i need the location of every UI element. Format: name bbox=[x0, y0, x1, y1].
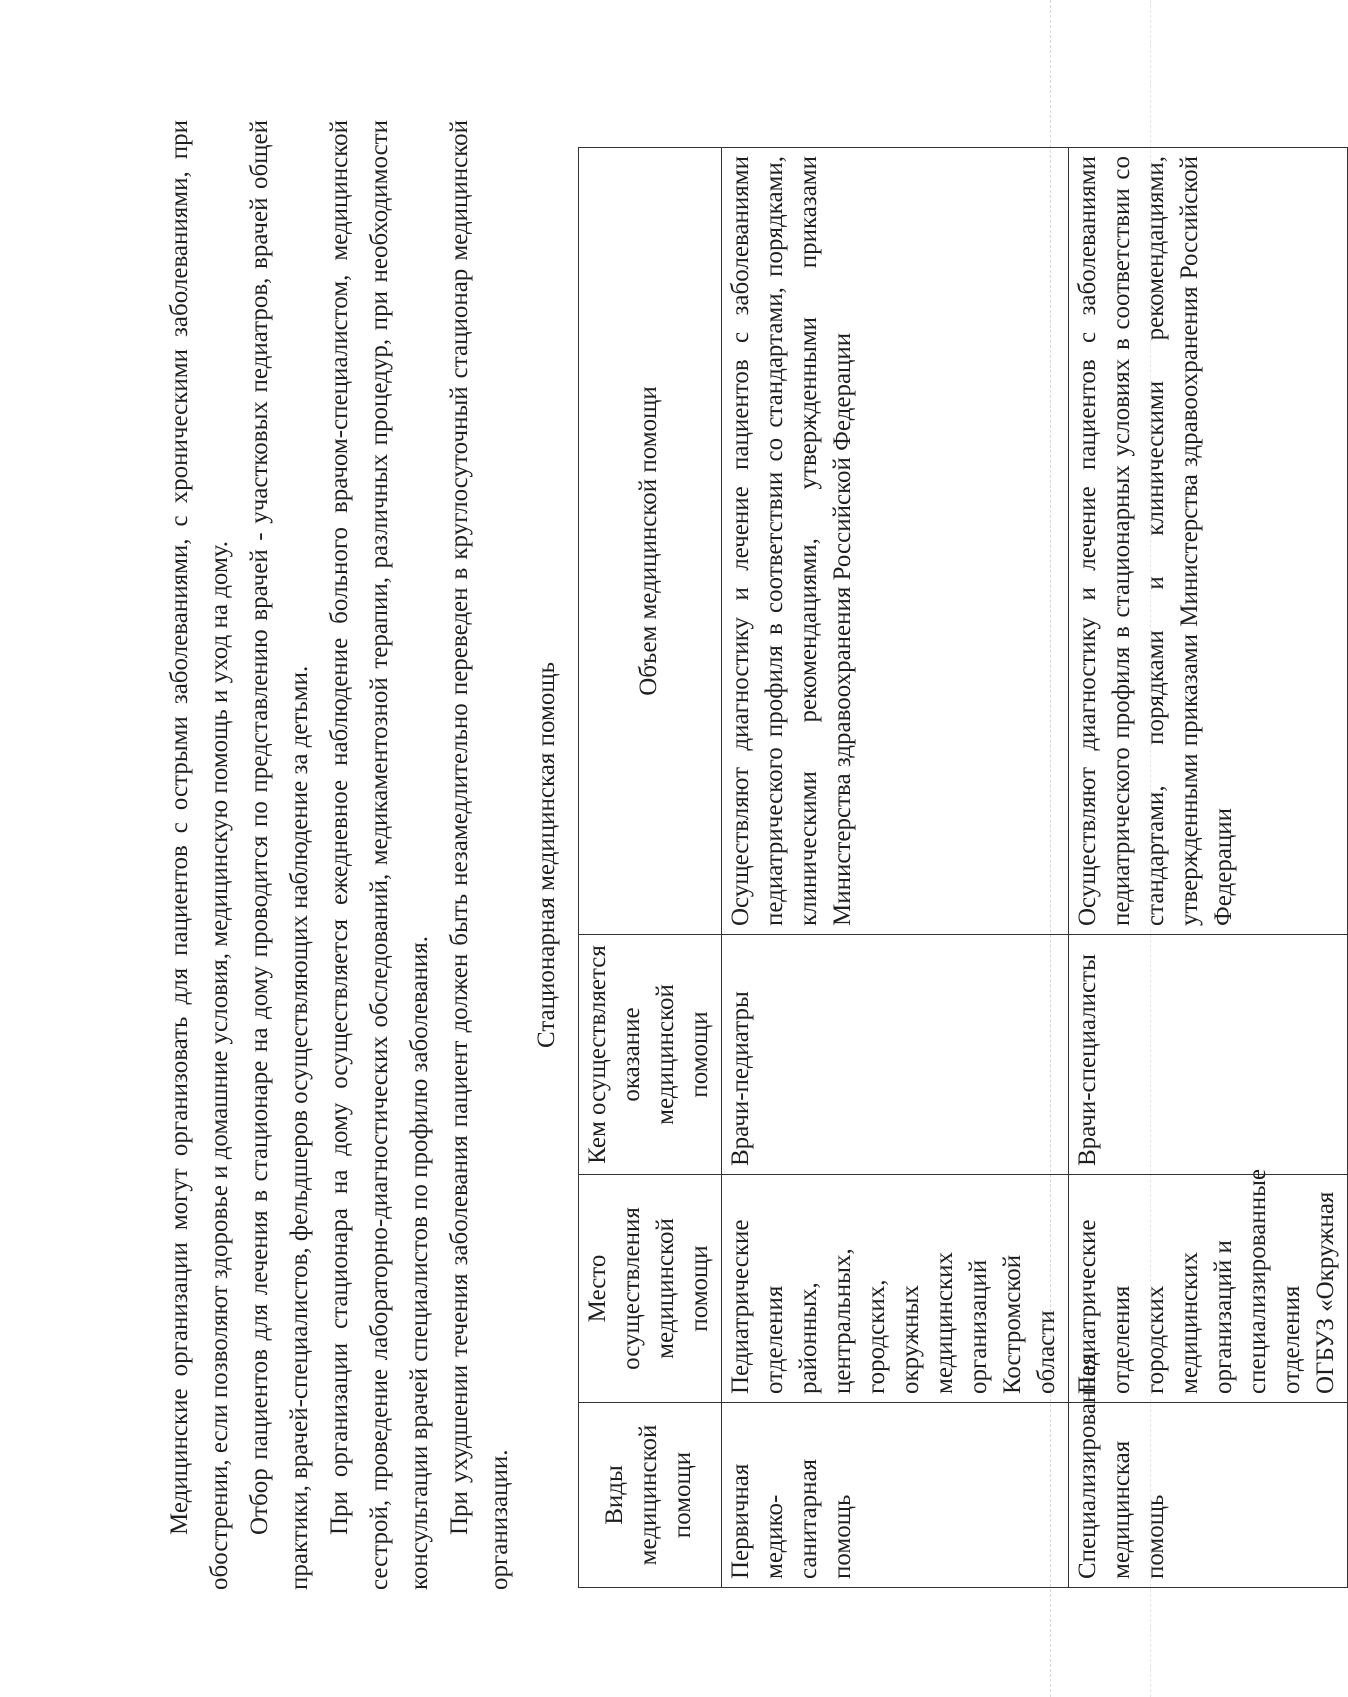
header-care-type: Виды медицинской помощи bbox=[579, 1403, 722, 1588]
paragraph: При организации стационара на дому осуществляется ежедневное наблюдение больного врачом-специалистом, медицинской сестрой, проведение лабораторно-диагностических обследований, медикаментозной терапии, различных процедур, при необходимости консультации врачей специалистов по профилю заболевания. bbox=[326, 120, 433, 1590]
table-row bbox=[1069, 148, 1348, 1588]
table-caption: Стационарная медицинская помощь bbox=[533, 661, 560, 1049]
header-scope: Объем медицинской помощи bbox=[579, 148, 722, 935]
cell-scope: Осуществляют диагностику и лечение пациентов с заболеваниями педиатрического профиля в стационарных условиях в соответствии со стандартами, порядками и клиническими рекомендациями, утвержденными приказами Министерства здравоохранения Российской Федерации bbox=[1069, 148, 1348, 935]
header-provider: Кем осуществляется оказание медицинской помощи bbox=[579, 935, 722, 1175]
paragraph: Медицинские организации могут организовать для пациентов с острыми заболеваниями, с хроническими заболеваниями, при обострении, если позволяют здоровье и домашние условия, медицинскую помощь и уход на дому. bbox=[166, 120, 233, 1590]
cell-place: Педиатрические отделения районных, центральных, городских, окружных медицинских организаций Костромской области bbox=[722, 1175, 1069, 1403]
cell-provider: Врачи-педиатры bbox=[722, 935, 1069, 1175]
cell-care-type: Первичная медико-санитарная помощь bbox=[722, 1403, 1069, 1588]
table-row bbox=[722, 148, 1069, 1588]
cell-provider: Врачи-специалисты bbox=[1069, 935, 1348, 1175]
care-table bbox=[578, 147, 1348, 1588]
header-place: Место осуществления медицинской помощи bbox=[579, 1175, 722, 1403]
table-header-row bbox=[579, 148, 722, 1588]
cell-scope: Осуществляют диагностику и лечение пациентов с заболеваниями педиатрического профиля в соответствии со стандартами, порядками, клиническими рекомендациями, утвержденными приказами Министерства здравоохранения Российской Федерации bbox=[722, 148, 1069, 935]
cell-care-type: Специализированная медицинская помощь bbox=[1069, 1403, 1348, 1588]
cell-place: Педиатрические отделения городских медицинских организаций и специализированные отделения ОГБУЗ «Окружная bbox=[1069, 1175, 1348, 1403]
paragraph: При ухудшении течения заболевания пациент должен быть незамедлительно переведен в круглосуточный стационар медицинской организации. bbox=[446, 120, 513, 1590]
paragraph: Отбор пациентов для лечения в стационаре на дому проводится по представлению врачей - участковых педиатров, врачей общей практики, врачей-специалистов, фельдшеров осуществляющих наблюдение за детьми. bbox=[246, 120, 313, 1590]
rotated-page-content bbox=[160, 120, 1339, 1590]
